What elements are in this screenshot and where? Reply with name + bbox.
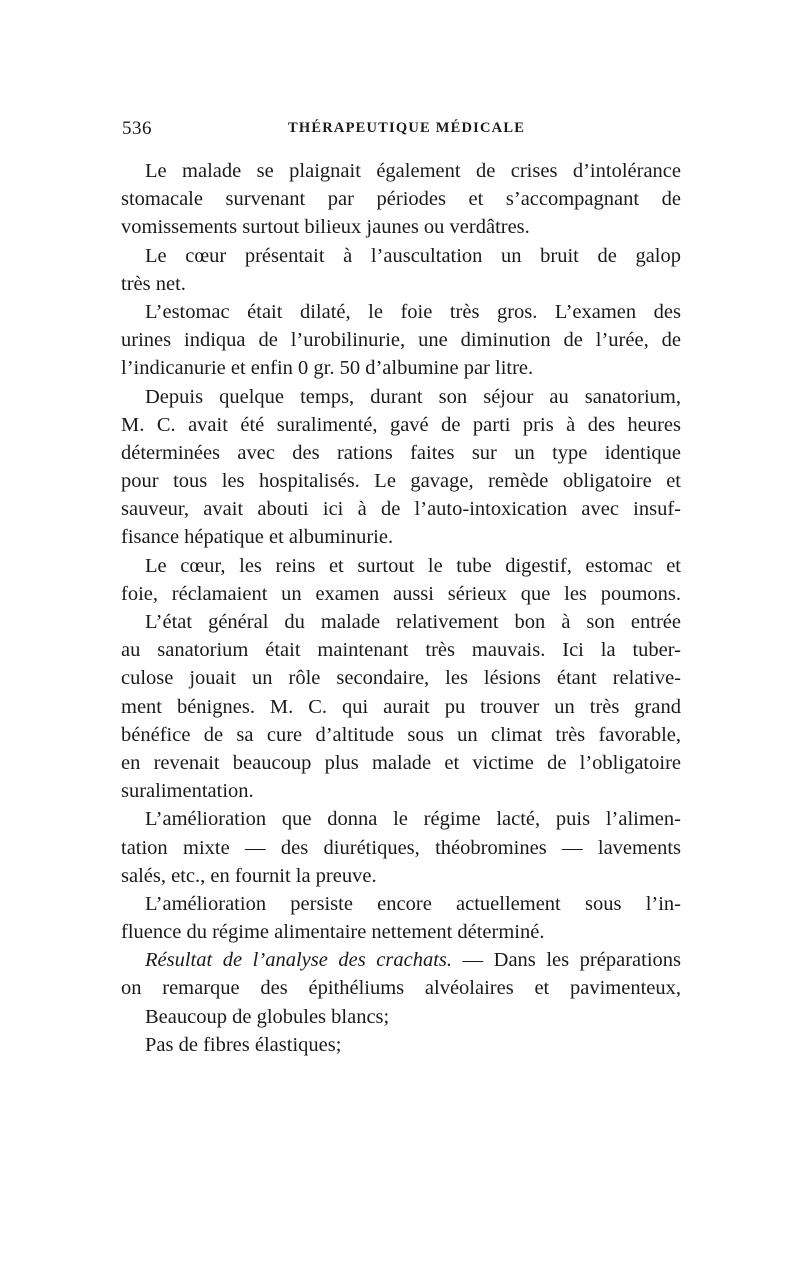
text-line: tation mixte — des diurétiques, théobromines — lavements [121,836,681,859]
text-line: Depuis quelque temps, durant son séjour au sanatorium, [145,385,681,408]
text-line: déterminées avec des rations faites sur un type identique [121,441,681,464]
text-line: l’indicanurie et enfin 0 gr. 50 d’albumine par litre. [121,357,534,380]
text-line: Le cœur, les reins et surtout le tube digestif, estomac et [145,554,681,577]
text-line: L’amélioration persiste encore actuellement sous l’in- [145,892,681,915]
em-dash: — [452,949,494,972]
text-line: Pas de fibres élastiques; [145,1033,342,1056]
text-line: stomacale survenant par périodes et s’accompagnant de [121,188,681,211]
text-line: L’estomac était dilaté, le foie très gros. L’examen des [145,300,681,323]
text-line: ment bénignes. M. C. qui aurait pu trouver un très grand [121,695,681,718]
text-line: fluence du régime alimentaire nettement déterminé. [121,921,545,944]
text-line: on remarque des épithéliums alvéolaires et pavimenteux, [121,977,681,1000]
text-line: Le cœur présentait à l’auscultation un bruit de galop [145,244,681,267]
running-title: THÉRAPEUTIQUE MÉDICALE [288,120,526,136]
text-line: urines indiqua de l’urobilinurie, une diminution de l’urée, de [121,329,681,352]
text-line: en revenait beaucoup plus malade et victime de l’obligatoire [121,751,681,774]
text-line: fisance hépatique et albuminurie. [121,526,394,549]
text-line: L’amélioration que donna le régime lacté, puis l’alimen- [145,808,681,831]
italic-lead: Résultat de l’analyse des crachats. [145,949,452,972]
text-line-with-italic-lead [121,946,681,974]
text-line: foie, réclamaient un examen aussi sérieux que les poumons. [121,582,681,605]
text-line: pour tous les hospitalisés. Le gavage, remède obligatoire et [121,470,681,493]
line-rest: Dans les préparations [493,949,681,972]
text-line: culose jouait un rôle secondaire, les lésions étant relative- [121,667,681,690]
text-line: vomissements surtout bilieux jaunes ou verdâtres. [121,216,530,239]
text-line: suralimentation. [121,780,254,803]
text-line: très net. [121,272,186,295]
text-line: bénéfice de sa cure d’altitude sous un climat très favorable, [121,723,681,746]
text-line: L’état général du malade relativement bon à son entrée [145,611,681,633]
page-number: 536 [122,118,152,139]
text-line: au sanatorium était maintenant très mauvais. Ici la tuber- [121,639,681,662]
text-line: M. C. avait été suralimenté, gavé de parti pris à des heures [121,413,681,436]
text-line: Beaucoup de globules blancs; [145,1005,390,1028]
body-text [121,157,681,1059]
text-line: Le malade se plaignait également de crises d’intolérance [145,160,681,182]
text-line: sauveur, avait abouti ici à de l’auto-intoxication avec insuf- [121,498,681,521]
page-header [122,118,682,144]
text-line: salés, etc., en fournit la preuve. [121,864,377,887]
